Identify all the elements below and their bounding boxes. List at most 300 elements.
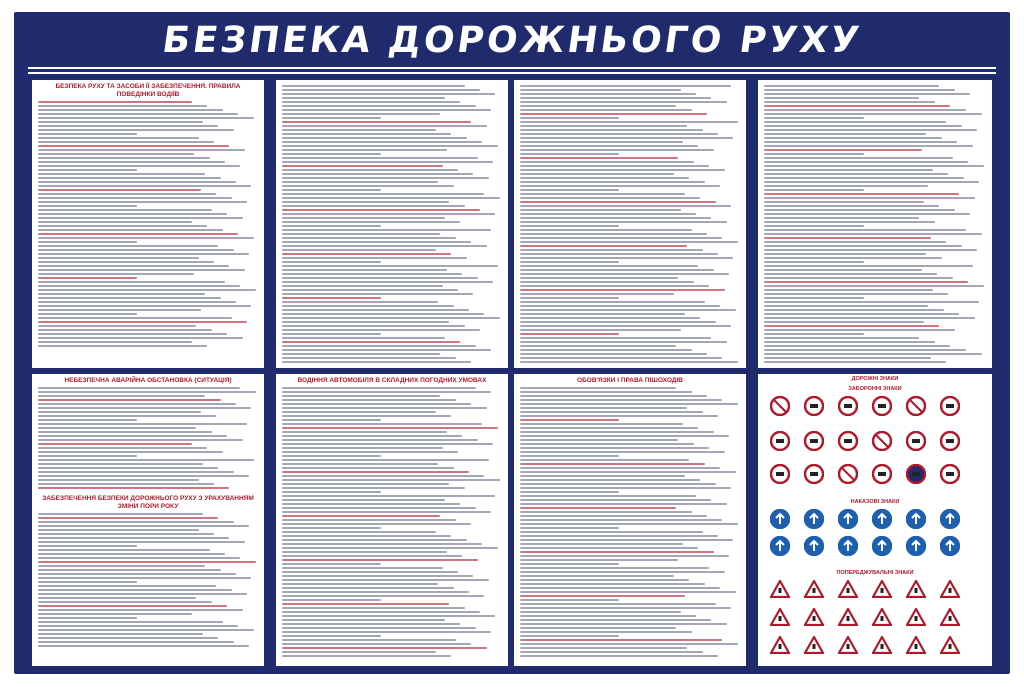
text-line: [282, 289, 458, 291]
text-line: [520, 551, 714, 553]
text-line: [38, 281, 225, 283]
text-line: [38, 201, 247, 203]
text-line: [38, 605, 227, 607]
text-line: [764, 265, 973, 267]
text-line: [520, 623, 727, 625]
text-line: [520, 523, 738, 525]
text-line: [38, 197, 232, 199]
text-line: [764, 161, 968, 163]
text-line: [282, 595, 484, 597]
road-sign-icon: [906, 396, 926, 416]
text-line: [38, 423, 247, 425]
text-line: [520, 241, 738, 243]
text-line: [520, 423, 683, 425]
text-line: [764, 133, 926, 135]
text-line: [520, 229, 692, 231]
text-line: [282, 403, 471, 405]
text-line: [520, 535, 718, 537]
text-line: [764, 281, 968, 283]
text-line: [38, 189, 201, 191]
text-line: [520, 165, 709, 167]
text-line: [520, 145, 698, 147]
text-line: [38, 293, 205, 295]
text-line: [282, 483, 449, 485]
text-line: [38, 561, 256, 563]
road-sign-icon: [804, 608, 824, 626]
road-sign-icon: [770, 396, 790, 416]
panel-road-safety-means: [32, 80, 264, 368]
text-line: [38, 153, 194, 155]
text-line: [38, 621, 223, 623]
text-line: [520, 305, 720, 307]
road-sign-icon: [940, 636, 960, 654]
text-line: [520, 269, 714, 271]
text-line: [38, 399, 221, 401]
text-line: [520, 583, 705, 585]
text-line: [38, 261, 214, 263]
road-sign-icon: [838, 636, 858, 654]
text-line: [764, 293, 948, 295]
text-line: [38, 545, 137, 547]
text-line: [520, 419, 619, 421]
text-line: [282, 447, 443, 449]
text-line: [764, 361, 946, 363]
text-line: [764, 97, 919, 99]
text-line: [520, 265, 698, 267]
title-rule-bottom: [28, 72, 996, 74]
text-line: [764, 273, 937, 275]
text-line: [38, 431, 212, 433]
text-line: [38, 549, 210, 551]
text-line: [38, 613, 192, 615]
text-line: [520, 639, 722, 641]
text-line: [282, 611, 480, 613]
text-line: [764, 229, 966, 231]
text-line: [520, 543, 683, 545]
text-line: [520, 301, 705, 303]
text-line: [764, 185, 928, 187]
text-line: [38, 447, 207, 449]
text-line: [520, 475, 685, 477]
road-sign-icon: [906, 580, 926, 598]
text-line: [764, 249, 977, 251]
title-rule-top: [28, 67, 996, 69]
text-line: [38, 589, 232, 591]
text-line: [38, 241, 137, 243]
text-line: [38, 213, 227, 215]
text-line: [282, 337, 445, 339]
text-line: [282, 345, 476, 347]
text-line: [520, 531, 703, 533]
road-sign-icon: [770, 464, 790, 484]
text-line: [764, 277, 953, 279]
text-line: [38, 217, 243, 219]
text-line: [520, 317, 700, 319]
text-line: [38, 105, 207, 107]
text-line: [38, 265, 229, 267]
panel-subtitle: ЗАБЕЗПЕЧЕННЯ БЕЗПЕКИ ДОРОЖНЬОГО РУХУ З УРАХУВАННЯМ ЗМІНИ ПОРИ РОКУ: [42, 495, 254, 511]
text-line: [520, 273, 729, 275]
text-line: [282, 399, 456, 401]
text-line: [282, 97, 445, 99]
text-line: [38, 577, 251, 579]
text-line: [764, 201, 924, 203]
text-line: [38, 177, 221, 179]
text-line: [282, 435, 462, 437]
text-line: [38, 553, 225, 555]
text-line: [520, 459, 689, 461]
road-sign-icon: [804, 636, 824, 654]
text-line: [520, 559, 678, 561]
text-line: [764, 189, 864, 191]
text-line: [764, 269, 922, 271]
text-line: [282, 539, 467, 541]
panel-body: [520, 85, 740, 363]
panel-body: [282, 85, 502, 363]
text-line: [38, 517, 218, 519]
text-line: [282, 101, 460, 103]
text-line: [282, 407, 487, 409]
text-line: [38, 387, 240, 389]
panel-title: ВОДІННЯ АВТОМОБІЛЯ В СКЛАДНИХ ПОГОДНИХ УМОВАХ: [297, 377, 487, 384]
text-line: [520, 427, 698, 429]
text-line: [38, 597, 196, 599]
text-line: [520, 471, 736, 473]
text-line: [520, 455, 619, 457]
text-line: [520, 487, 731, 489]
text-line: [282, 261, 381, 263]
panel-body-2: [38, 513, 258, 647]
text-line: [520, 297, 619, 299]
text-line: [38, 113, 238, 115]
text-line: [520, 169, 725, 171]
text-line: [282, 551, 447, 553]
text-line: [764, 353, 982, 355]
road-sign-icon: [872, 608, 892, 626]
text-line: [38, 403, 236, 405]
text-line: [520, 591, 736, 593]
text-line: [38, 585, 216, 587]
text-line: [764, 109, 966, 111]
text-line: [520, 607, 731, 609]
road-sign-icon: [940, 608, 960, 626]
text-line: [520, 571, 725, 573]
text-line: [764, 241, 946, 243]
text-line: [520, 221, 727, 223]
text-line: [520, 527, 619, 529]
text-line: [520, 655, 718, 657]
text-line: [38, 173, 205, 175]
text-line: [520, 619, 711, 621]
text-line: [282, 189, 381, 191]
text-line: [38, 289, 256, 291]
text-line: [282, 583, 438, 585]
text-line: [282, 411, 436, 413]
text-line: [520, 575, 674, 577]
text-line: [282, 349, 491, 351]
text-line: [38, 321, 247, 323]
text-line: [38, 329, 212, 331]
text-line: [764, 205, 939, 207]
text-line: [520, 325, 731, 327]
text-line: [764, 261, 864, 263]
text-line: [764, 345, 950, 347]
text-line: [520, 225, 619, 227]
text-line: [282, 161, 493, 163]
text-line: [38, 617, 137, 619]
text-line: [520, 515, 707, 517]
road-sign-icon: [872, 396, 892, 416]
text-line: [282, 333, 381, 335]
text-line: [764, 125, 962, 127]
road-sign-icon: [804, 580, 824, 598]
text-line: [38, 487, 229, 489]
text-line: [282, 169, 458, 171]
text-line: [282, 133, 451, 135]
text-line: [38, 133, 137, 135]
text-line: [38, 625, 238, 627]
text-line: [520, 261, 619, 263]
text-line: [520, 579, 689, 581]
text-line: [38, 333, 227, 335]
text-line: [520, 205, 731, 207]
text-line: [282, 387, 476, 389]
text-line: [764, 113, 982, 115]
text-line: [282, 455, 381, 457]
text-line: [38, 337, 243, 339]
text-line: [520, 635, 619, 637]
text-line: [764, 305, 928, 307]
panel-dangerous-situation: [32, 374, 264, 666]
text-line: [38, 569, 221, 571]
text-line: [764, 285, 984, 287]
text-line: [282, 423, 482, 425]
text-line: [38, 479, 199, 481]
text-line: [764, 177, 964, 179]
text-line: [282, 141, 482, 143]
text-line: [282, 137, 467, 139]
text-line: [282, 249, 436, 251]
text-line: [520, 615, 696, 617]
panel-body: [38, 387, 258, 489]
road-sign-icon: [770, 509, 790, 529]
text-line: [282, 607, 465, 609]
text-line: [38, 573, 236, 575]
text-line: [38, 645, 249, 647]
text-line: [282, 515, 440, 517]
text-line: [282, 643, 471, 645]
text-line: [38, 165, 240, 167]
text-line: [282, 623, 460, 625]
text-line: [282, 121, 471, 123]
panel-title: ОБОВ'ЯЗКИ І ПРАВА ПІШОХОДІВ: [577, 377, 683, 384]
panel-weather-driving: [276, 374, 508, 666]
panel-title: ДОРОЖНІ ЗНАКИ: [851, 376, 899, 382]
text-line: [282, 353, 440, 355]
text-line: [764, 181, 979, 183]
text-line: [282, 153, 381, 155]
text-line: [520, 391, 692, 393]
text-line: [520, 345, 676, 347]
text-line: [282, 93, 495, 95]
text-line: [764, 213, 970, 215]
text-line: [38, 633, 203, 635]
text-line: [764, 309, 944, 311]
text-line: [282, 651, 436, 653]
text-line: [38, 169, 137, 171]
text-line: [38, 117, 254, 119]
text-line: [38, 459, 254, 461]
text-line: [282, 341, 460, 343]
text-line: [38, 513, 203, 515]
text-line: [38, 467, 218, 469]
text-line: [282, 85, 465, 87]
text-line: [282, 301, 438, 303]
text-line: [520, 101, 727, 103]
text-line: [764, 173, 948, 175]
text-line: [764, 105, 950, 107]
text-line: [282, 277, 478, 279]
text-line: [520, 321, 716, 323]
text-line: [38, 101, 192, 103]
text-line: [282, 479, 500, 481]
text-line: [520, 399, 722, 401]
text-line: [764, 301, 979, 303]
text-line: [38, 435, 227, 437]
text-line: [520, 277, 678, 279]
road-sign-icon: [770, 636, 790, 654]
text-line: [38, 541, 245, 543]
warning-signs-heading: ПОПЕРЕДЖУВАЛЬНІ ЗНАКИ: [836, 570, 914, 576]
text-line: [520, 189, 619, 191]
text-line: [764, 233, 982, 235]
text-line: [282, 269, 447, 271]
text-line: [282, 547, 498, 549]
text-line: [282, 395, 440, 397]
text-line: [282, 305, 454, 307]
road-sign-icon: [872, 636, 892, 654]
text-line: [764, 157, 953, 159]
road-sign-icon: [940, 580, 960, 598]
text-line: [282, 415, 451, 417]
text-line: [38, 141, 214, 143]
text-line: [282, 639, 456, 641]
text-line: [520, 93, 696, 95]
road-sign-icon: [940, 509, 960, 529]
text-line: [282, 217, 445, 219]
text-line: [38, 181, 236, 183]
text-line: [38, 137, 199, 139]
text-line: [282, 647, 487, 649]
text-line: [282, 587, 454, 589]
mandatory-signs-heading: НАКАЗОВІ ЗНАКИ: [850, 499, 900, 505]
text-line: [764, 121, 946, 123]
text-line: [38, 129, 234, 131]
text-line: [520, 431, 714, 433]
text-line: [38, 161, 225, 163]
panel-body: [282, 387, 502, 657]
text-line: [38, 557, 240, 559]
text-line: [282, 567, 443, 569]
road-sign-icon: [838, 580, 858, 598]
text-line: [282, 229, 491, 231]
text-line: [520, 567, 709, 569]
text-line: [38, 427, 196, 429]
text-line: [38, 205, 137, 207]
text-line: [282, 635, 381, 637]
text-line: [520, 467, 720, 469]
text-line: [520, 587, 720, 589]
text-line: [282, 237, 456, 239]
text-line: [520, 627, 676, 629]
road-sign-icon: [804, 464, 824, 484]
text-line: [38, 529, 199, 531]
text-line: [282, 451, 458, 453]
text-line: [764, 337, 919, 339]
text-line: [282, 631, 491, 633]
text-line: [282, 165, 443, 167]
text-line: [282, 579, 489, 581]
text-line: [764, 245, 962, 247]
text-line: [282, 627, 476, 629]
text-line: [520, 631, 692, 633]
road-sign-icon: [838, 396, 858, 416]
text-line: [520, 411, 703, 413]
text-line: [520, 611, 681, 613]
text-line: [764, 145, 973, 147]
text-line: [282, 531, 436, 533]
safety-board: [14, 12, 1010, 674]
text-line: [38, 109, 223, 111]
text-line: [520, 547, 698, 549]
text-line: [520, 495, 696, 497]
text-line: [520, 451, 725, 453]
text-line: [282, 257, 467, 259]
text-line: [520, 337, 711, 339]
text-line: [282, 535, 451, 537]
text-line: [520, 511, 692, 513]
text-line: [282, 615, 495, 617]
panel-title: БЕЗПЕКА РУХУ ТА ЗАСОБИ ЇЇ ЗАБЕЗПЕЧЕННЯ. ПРАВИЛА ПОВЕДІНКИ ВОДІЇВ: [55, 83, 241, 99]
text-line: [38, 305, 251, 307]
text-line: [520, 503, 727, 505]
text-line: [520, 483, 716, 485]
text-line: [764, 321, 924, 323]
text-line: [38, 341, 192, 343]
text-line: [764, 209, 955, 211]
road-sign-icon: [940, 536, 960, 556]
text-line: [282, 471, 469, 473]
text-line: [38, 225, 207, 227]
text-line: [282, 427, 498, 429]
text-line: [764, 129, 977, 131]
text-line: [520, 293, 674, 295]
text-line: [520, 209, 681, 211]
text-line: [520, 643, 738, 645]
text-line: [764, 197, 975, 199]
text-line: [282, 329, 480, 331]
text-line: [282, 173, 473, 175]
text-line: [282, 475, 484, 477]
text-line: [282, 149, 447, 151]
text-line: [520, 647, 687, 649]
road-sign-icon: [770, 536, 790, 556]
text-line: [520, 407, 687, 409]
text-line: [520, 403, 738, 405]
text-line: [520, 89, 681, 91]
text-line: [520, 113, 707, 115]
text-line: [520, 117, 619, 119]
